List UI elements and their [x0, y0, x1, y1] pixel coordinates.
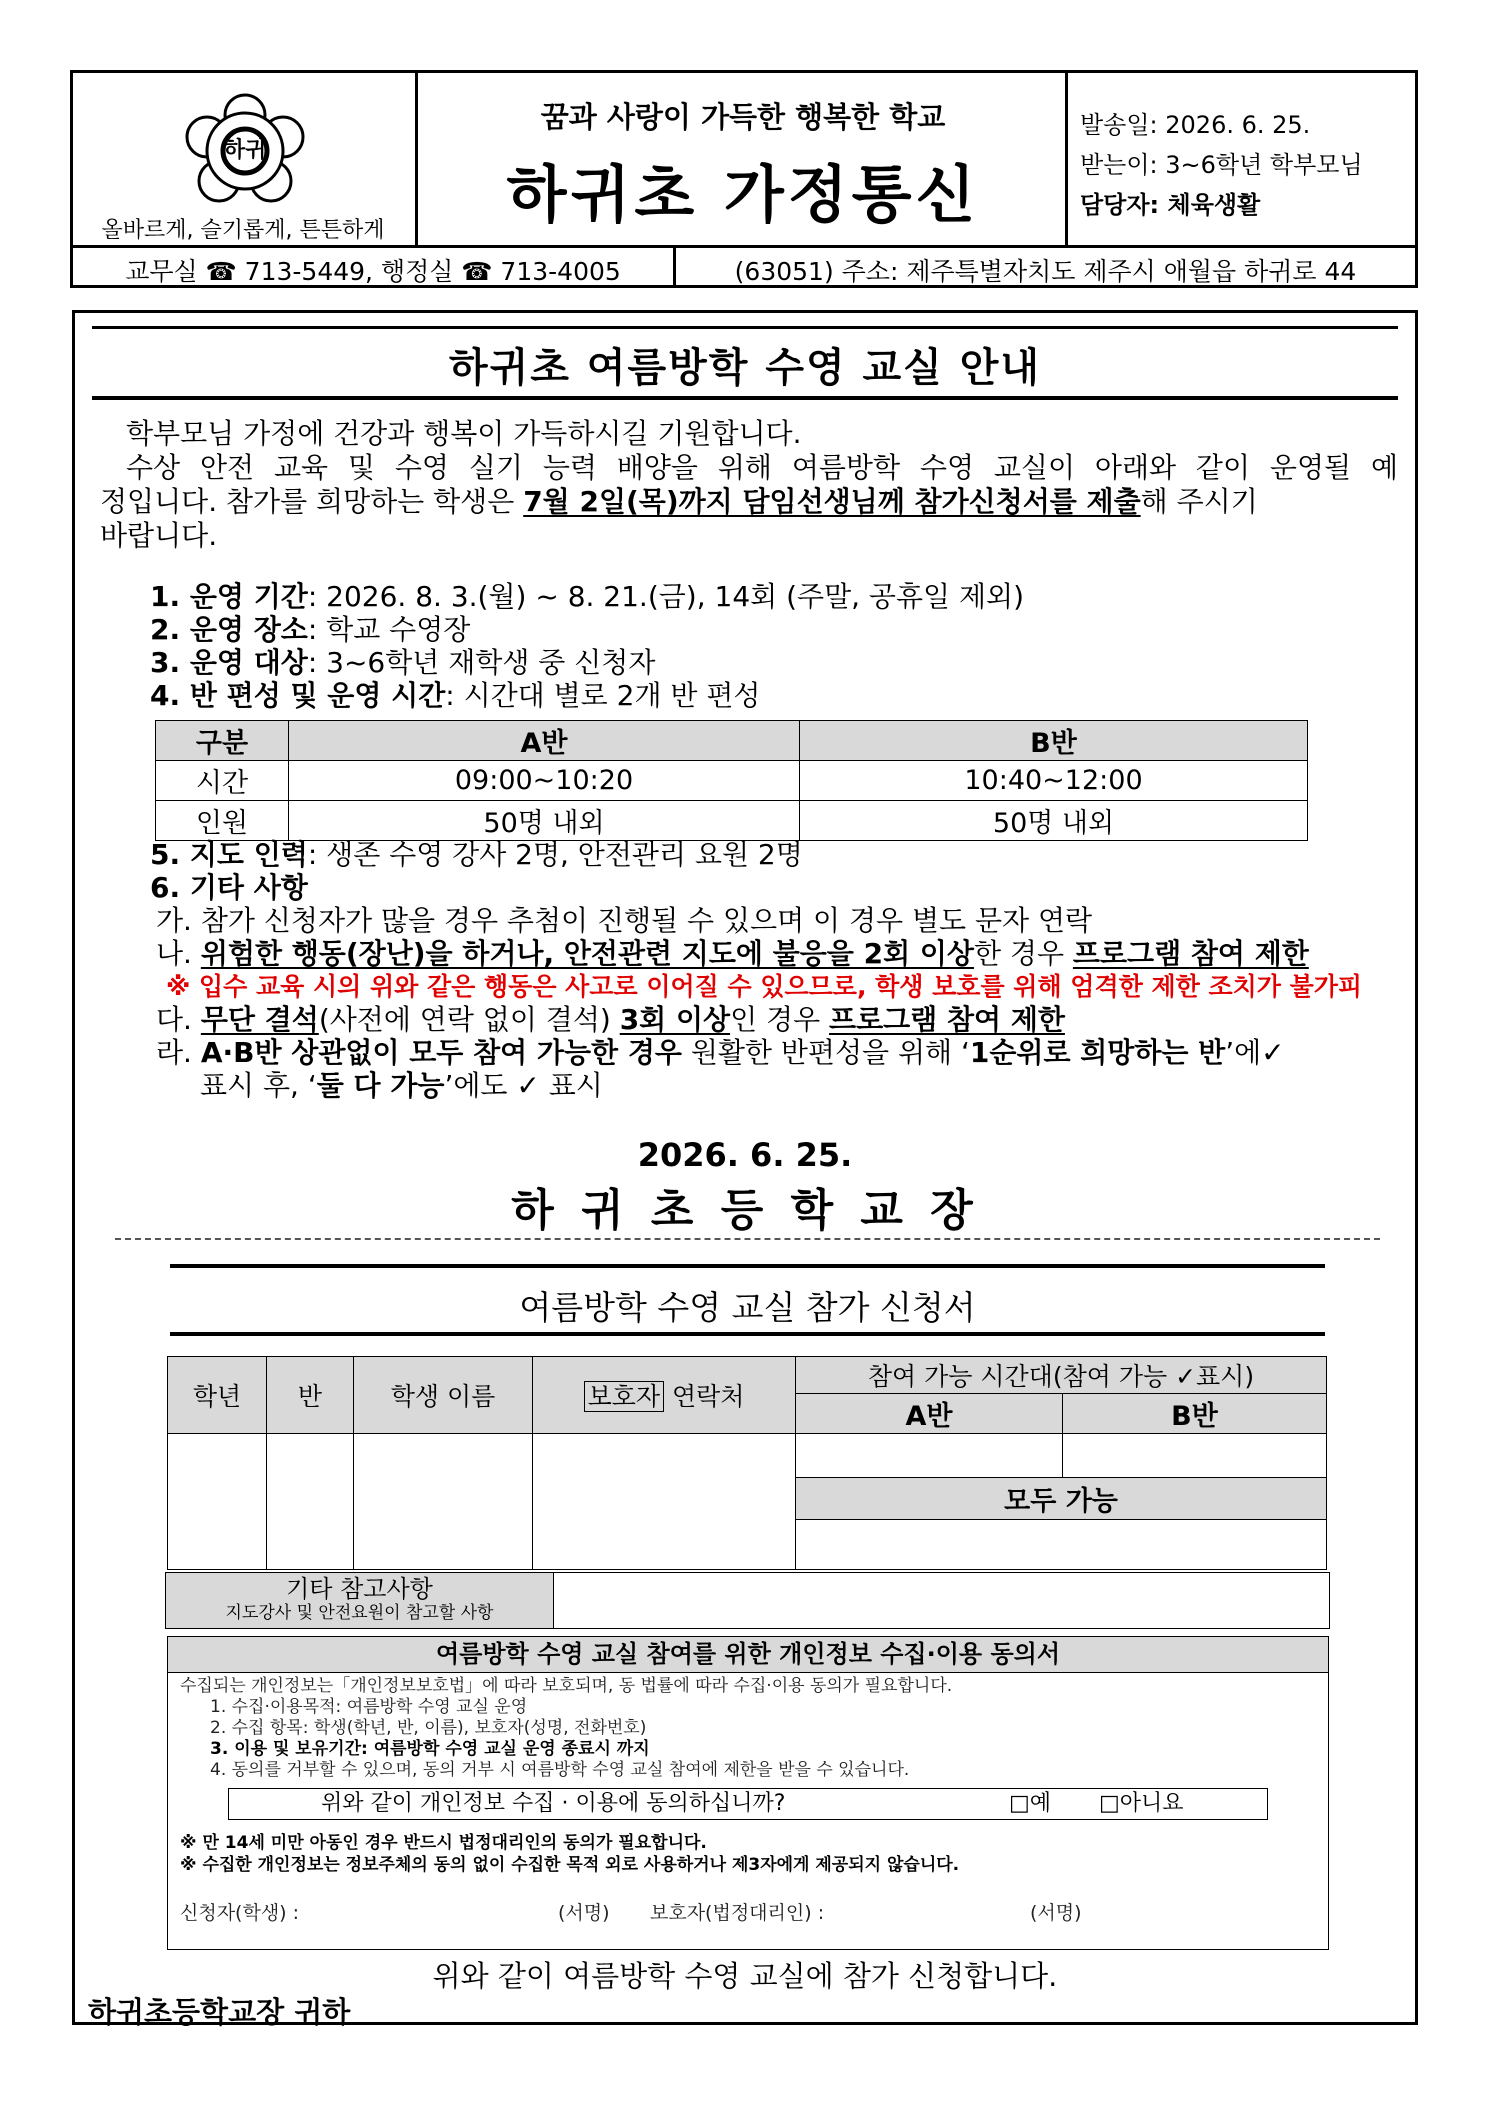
- guardian-phone-input[interactable]: [533, 1434, 796, 1570]
- applicant-label: 신청자(학생) :: [180, 1902, 300, 1924]
- title-rule-top: [92, 326, 1398, 329]
- contact-row: [73, 245, 1415, 285]
- consent-text: 수집되는 개인정보는「개인정보보호법」에 따라 보호되며, 동 법률에 따라 수집·이용 동의가 필요합니다. 1. 수집·이용목적: 여름방학 수영 교실 운영 2. 수집 항목: 학생(학년, 반, 이름), 보호자(성명, 전화번호) 3. 이용 및 보유기간: 여름방학 수영 교실 운영 종료시 까지 4. 동의를 거부할 수 있으며, 동의 거부 시 여름방학 수영 교실 참여에 제한을 받을 수 있습니다.: [180, 1676, 953, 1780]
- table-row: 인원 50명 내외 50명 내외: [156, 801, 1308, 841]
- detail-target: 3. 운영 대상: 3~6학년 재학생 중 신청자: [150, 646, 656, 679]
- table-row: 시간 09:00~10:20 10:40~12:00: [156, 761, 1308, 801]
- closing-statement: 위와 같이 여름방학 수영 교실에 참가 신청합니다.: [432, 1959, 1058, 1993]
- school-slogan: 꿈과 사랑이 가득한 행복한 학교: [540, 100, 946, 134]
- student-name-input[interactable]: [354, 1434, 533, 1570]
- principal-signature: 하 귀 초 등 학 교 장: [511, 1185, 979, 1236]
- deadline-highlight: 7월 2일(목)까지 담임선생님께 참가신청서를 제출: [523, 485, 1141, 518]
- school-logo-cell: [73, 73, 418, 245]
- table-row: 모두 가능: [168, 1478, 1327, 1520]
- notice-title: 하귀초 여름방학 수영 교실 안내: [448, 345, 1042, 391]
- notes-table: [165, 1572, 1330, 1629]
- etc-d: 라. A·B반 상관없이 모두 참여 가능한 경우 원활한 반편성을 위해 ‘1순위로 희망하는 반’에✓: [156, 1036, 1285, 1069]
- etc-c: 다. 무단 결석(사전에 연락 없이 결석) 3회 이상인 경우 프로그램 참여 제한: [156, 1003, 1065, 1036]
- recipient: 받는이: 3~6학년 학부모님: [1080, 151, 1363, 179]
- emblem-text: 하귀: [223, 138, 267, 163]
- table-row: [168, 1434, 1327, 1478]
- consent-yes-checkbox[interactable]: □예: [1009, 1791, 1052, 1816]
- notes-input[interactable]: [554, 1573, 1330, 1629]
- etc-list: [156, 904, 1362, 1102]
- consent-no-checkbox[interactable]: □아니요: [1099, 1791, 1184, 1816]
- etc-b: 나. 위험한 행동(장난)을 하거나, 안전관련 지도에 불응을 2회 이상한 경우 프로그램 참여 제한: [156, 937, 1309, 970]
- greeting: 학부모님 가정에 건강과 행복이 가득하시길 기원합니다.: [126, 417, 802, 450]
- header-info-cell: [1068, 73, 1418, 245]
- addressee: 하귀초등학교장 귀하: [88, 1995, 351, 2029]
- schedule-table: [155, 720, 1308, 841]
- school-motto: 올바르게, 슬기롭게, 튼튼하게: [101, 218, 385, 243]
- school-address: (63051) 주소: 제주특별자치도 제주시 애월읍 하귀로 44: [734, 257, 1357, 286]
- consent-notes: ※ 만 14세 미만 아동인 경우 반드시 법정대리인의 동의가 필요합니다. ※ 수집한 개인정보는 정보주체의 동의 없이 수집한 목적 외로 사용하거나 제3자에게 제공되지 않습니다.: [180, 1833, 960, 1875]
- application-table: [167, 1356, 1327, 1570]
- intro-line-2: 정입니다. 참가를 희망하는 학생은 7월 2일(목)까지 담임선생님께 참가신청서를 제출해 주시기: [100, 485, 1258, 518]
- intro-line-1: 수상 안전 교육 및 수영 실기 능력 배양을 위해 여름방학 수영 교실이 아래와 같이 운영될 예: [126, 451, 1398, 484]
- detail-period: 1. 운영 기간: 2026. 8. 3.(월) ~ 8. 21.(금), 14회 (주말, 공휴일 제외): [150, 580, 1024, 613]
- etc-warning: ※ 입수 교육 시의 위와 같은 행동은 사고로 이어질 수 있으므로, 학생 보호를 위해 엄격한 제한 조치가 불가피: [166, 972, 1363, 1001]
- table-row: A반 B반: [168, 1394, 1327, 1434]
- issue-date: 발송일: 2026. 6. 25.: [1080, 111, 1311, 139]
- guardian-box: 보호자: [584, 1381, 664, 1412]
- phone-numbers: 교무실 ☎ 713-5449, 행정실 ☎ 713-4005: [125, 257, 621, 286]
- consent-question-box: [228, 1788, 1268, 1820]
- header-title-cell: [418, 73, 1068, 245]
- manager: 담당자: 체육생활: [1080, 191, 1261, 219]
- grade-input[interactable]: [168, 1434, 267, 1570]
- applicant-sign[interactable]: (서명): [558, 1902, 610, 1924]
- cut-line: [115, 1238, 1380, 1240]
- class-b-check[interactable]: [1063, 1434, 1327, 1478]
- form-rule-bottom: [170, 1332, 1325, 1336]
- detail-staff: 5. 지도 인력: 생존 수영 강사 2명, 안전관리 요원 2명: [150, 838, 803, 871]
- newsletter-title: 하귀초 가정통신: [506, 158, 980, 231]
- both-check[interactable]: [796, 1520, 1327, 1570]
- class-a-check[interactable]: [796, 1434, 1063, 1478]
- detail-classes: 4. 반 편성 및 운영 시간: 시간대 별로 2개 반 편성: [150, 679, 761, 712]
- form-rule-top: [170, 1264, 1325, 1268]
- sign-date: 2026. 6. 25.: [637, 1136, 853, 1174]
- notes-sublabel: 지도강사 및 안전요원이 참고할 사항: [225, 1602, 494, 1623]
- notes-label: 기타 참고사항: [286, 1574, 433, 1603]
- etc-d-cont: 표시 후, ‘둘 다 가능’에도 ✓ 표시: [200, 1069, 603, 1102]
- consent-title: 여름방학 수영 교실 참여를 위한 개인정보 수집·이용 동의서: [168, 1637, 1328, 1673]
- etc-a: 가. 참가 신청자가 많을 경우 추첨이 진행될 수 있으며 이 경우 별도 문자 연락: [156, 904, 1093, 937]
- newsletter-header: [70, 70, 1418, 288]
- form-title: 여름방학 수영 교실 참가 신청서: [519, 1288, 976, 1327]
- detail-etc: 6. 기타 사항: [150, 871, 308, 904]
- title-rule-bottom: [92, 396, 1398, 400]
- program-details: [150, 580, 1024, 712]
- table-row: 학년 반 학생 이름 보호자 연락처 참여 가능 시간대(참여 가능 ✓표시): [168, 1357, 1327, 1394]
- program-details-2: [150, 838, 803, 904]
- class-input[interactable]: [267, 1434, 354, 1570]
- intro-line-3: 바랍니다.: [100, 519, 218, 552]
- guardian-sign[interactable]: (서명): [1030, 1902, 1082, 1924]
- consent-question: 위와 같이 개인정보 수집 · 이용에 동의하십니까?: [321, 1791, 786, 1816]
- guardian-label: 보호자(법정대리인) :: [650, 1902, 825, 1924]
- table-row: 구분 A반 B반: [156, 721, 1308, 761]
- table-row: [166, 1573, 1330, 1629]
- detail-place: 2. 운영 장소: 학교 수영장: [150, 613, 471, 646]
